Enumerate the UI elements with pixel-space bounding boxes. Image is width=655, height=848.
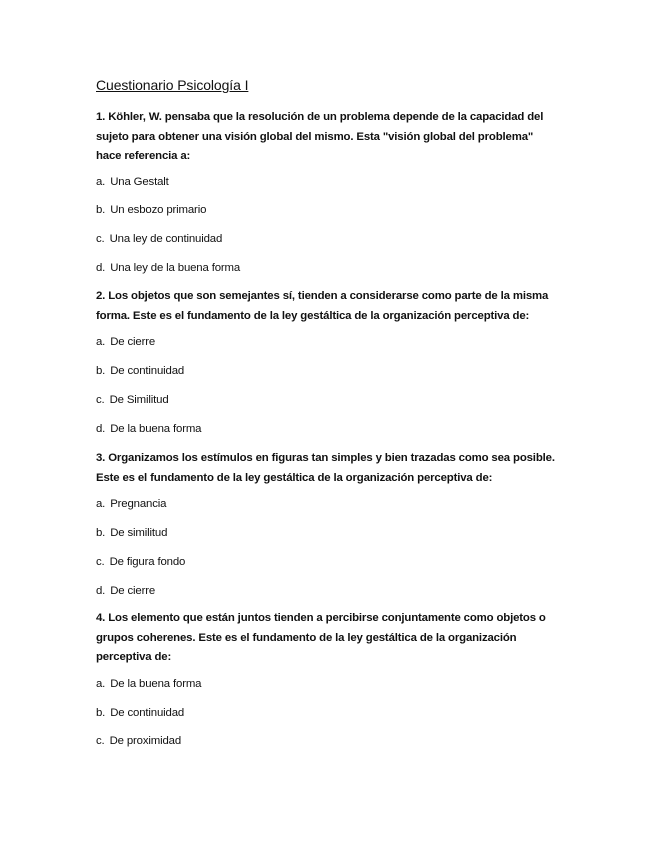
question-line: perceptiva de:: [96, 651, 172, 663]
option-text: Una ley de continuidad: [109, 233, 223, 245]
question-1-option-a: [96, 175, 169, 189]
question-line: 4. Los elemento que están juntos tienden a percibirse conjuntamente como objetos o: [96, 612, 546, 624]
question-line: grupos coherenes. Este es el fundamento de la ley gestáltica de la organización: [96, 631, 517, 644]
option-letter: b.: [96, 707, 106, 719]
option-text: De la buena forma: [110, 678, 202, 690]
option-letter: c.: [96, 556, 105, 568]
option-letter: d.: [96, 262, 106, 274]
option-letter: d.: [96, 423, 106, 435]
question-3-option-b: [96, 526, 167, 540]
question-2-option-d: [96, 422, 201, 436]
option-letter: b.: [96, 527, 106, 539]
option-text: De proximidad: [109, 735, 182, 747]
question-3-option-d: [96, 584, 155, 598]
option-text: De continuidad: [110, 707, 185, 719]
question-4-option-c: [96, 734, 181, 748]
option-letter: c.: [96, 735, 105, 747]
option-letter: c.: [96, 233, 105, 245]
question-2: [96, 287, 556, 326]
question-2-option-c: [96, 393, 169, 407]
option-letter: a.: [96, 336, 106, 348]
question-2-option-a: [96, 335, 155, 349]
option-text: Una Gestalt: [110, 176, 169, 188]
question-1-option-d: [96, 261, 240, 275]
question-line: 1. Köhler, W. pensaba que la resolución de un problema depende de la capacidad del: [96, 111, 544, 123]
option-letter: b.: [96, 204, 106, 216]
question-4-option-b: [96, 706, 184, 720]
question-3-option-c: [96, 555, 185, 569]
option-letter: a.: [96, 678, 106, 690]
option-text: De la buena forma: [110, 423, 202, 435]
option-text: Pregnancia: [110, 498, 167, 510]
question-1-option-b: [96, 203, 206, 217]
question-line: hace referencia a:: [96, 150, 191, 162]
option-text: De figura fondo: [109, 556, 186, 568]
option-letter: c.: [96, 394, 105, 406]
option-text: De continuidad: [110, 365, 185, 377]
option-text: De cierre: [110, 336, 156, 348]
option-letter: a.: [96, 176, 106, 188]
question-line: sujeto para obtener una visión global del mismo. Esta "visión global del problema": [96, 130, 534, 143]
question-2-option-b: [96, 364, 184, 378]
option-text: Un esbozo primario: [110, 204, 207, 216]
question-line: 3. Organizamos los estímulos en figuras tan simples y bien trazadas como sea posible.: [96, 452, 555, 464]
option-text: Una ley de la buena forma: [110, 262, 241, 274]
question-line: Este es el fundamento de la ley gestáltica de la organización perceptiva de:: [96, 471, 493, 484]
option-text: De similitud: [110, 527, 168, 539]
question-3-option-a: [96, 497, 166, 511]
question-1: [96, 108, 556, 167]
question-4-option-a: [96, 677, 201, 691]
option-text: De Similitud: [109, 394, 169, 406]
option-letter: b.: [96, 365, 106, 377]
question-3: [96, 449, 556, 488]
option-letter: d.: [96, 585, 106, 597]
question-line: forma. Este es el fundamento de la ley gestáltica de la organización perceptiva de:: [96, 309, 530, 322]
question-4: [96, 609, 556, 668]
question-1-option-c: [96, 232, 222, 246]
option-letter: a.: [96, 498, 106, 510]
option-text: De cierre: [110, 585, 156, 597]
document-title: Cuestionario Psicología I: [96, 77, 249, 93]
question-line: 2. Los objetos que son semejantes sí, tienden a considerarse como parte de la misma: [96, 290, 549, 302]
